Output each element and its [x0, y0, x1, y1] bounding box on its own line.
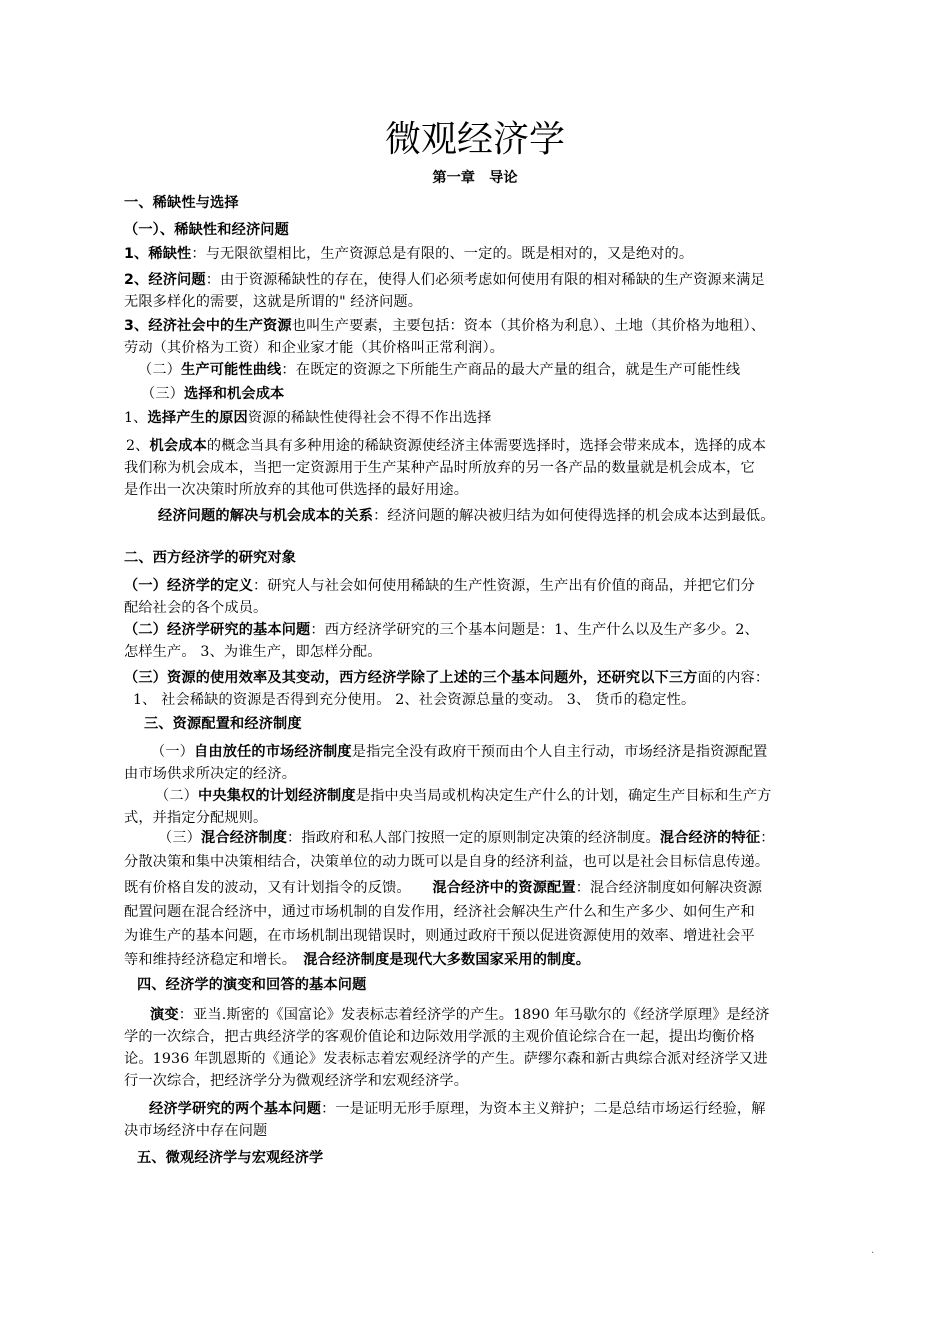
body-text: 式，并指定分配规则。: [124, 810, 268, 826]
body-text: 决市场经济中存在问题: [124, 1123, 268, 1139]
bold-text: 1、稀缺性: [124, 246, 192, 262]
text-line: [124, 1049, 768, 1069]
bold-text: 混合经济中的资源配置: [432, 880, 576, 896]
body-text: ：指政府和私人部门按照一定的原则制定决策的经济制度。: [287, 830, 660, 846]
body-text: ：在既定的资源之下所能生产商品的最大产量的组合，就是生产可能性线: [281, 362, 741, 378]
body-text: 2、: [126, 438, 150, 454]
bold-text: 五、微观经济学与宏观经济学: [137, 1150, 324, 1166]
text-line: [124, 598, 267, 618]
body-text: ：混合经济制度如何解决资源: [575, 880, 763, 896]
bold-text: 四、经济学的演变和回答的基本问题: [137, 977, 367, 993]
bold-text: 演变: [150, 1007, 179, 1023]
text-line: [137, 975, 366, 995]
text-line: [158, 828, 775, 848]
body-text: 1、: [124, 410, 148, 426]
body-text: 学的一次综合，把古典经济学的客观价值论和边际效用学派的主观价值论综合在一起，提出均衡价格: [124, 1029, 755, 1045]
text-line: [124, 620, 759, 640]
body-text: （三）: [158, 830, 202, 846]
bold-text: （三）资源的使用效率及其变动，西方经济学除了上述的三个基本问题外，还研究以下三方: [124, 670, 698, 686]
body-text: （一）: [151, 744, 195, 760]
text-line: [124, 338, 504, 358]
bold-text: 2、经济问题: [124, 272, 206, 288]
bold-text: （一）、稀缺性和经济问题: [124, 222, 289, 238]
text-line: [124, 270, 765, 290]
bold-text: 经济学研究的两个基本问题: [149, 1101, 322, 1117]
body-text: 是作出一次决策时所放弃的其他可供选择的最好用途。: [124, 482, 469, 498]
body-text: 也叫生产要素，主要包括：资本（其价格为利息）、土地（其价格为地租）、: [291, 318, 766, 334]
bold-text: 经济问题的解决与机会成本的关系: [158, 508, 374, 524]
text-line: [124, 292, 422, 312]
chapter-heading: 第一章 导论: [432, 170, 518, 186]
body-text: 配置问题在混合经济中，通过市场机制的自发作用，经济社会解决生产什么和生产多少、如何生产和: [124, 904, 755, 920]
text-line: [124, 316, 765, 336]
body-text: ：由于资源稀缺性的存在，使得人们必须考虑如何使用有限的相对稀缺的生产资源来满足: [205, 272, 765, 288]
text-line: [151, 742, 768, 762]
bold-text: 选择产生的原因: [147, 410, 248, 426]
text-line: [124, 668, 769, 688]
body-text: ：与无限欲望相比，生产资源总是有限的、一定的。既是相对的，又是绝对的。: [191, 246, 694, 262]
text-line: [144, 714, 302, 734]
text-line: [124, 1027, 755, 1047]
bold-text: 混合经济制度是现代大多数国家采用的制度。: [303, 952, 591, 968]
body-text: 是指中央当局或机构决定生产什么的计划，确定生产目标和生产方: [355, 788, 772, 804]
text-line: [124, 408, 492, 428]
bold-text: 一、稀缺性与选择: [124, 195, 239, 211]
text-line: [155, 786, 772, 806]
body-text: 无限多样化的需要，这就是所谓的" 经济问题。: [124, 294, 423, 310]
text-line: [124, 950, 590, 970]
body-text: ：: [760, 830, 775, 846]
text-line: [124, 1071, 468, 1091]
bold-text: （一）经济学的定义: [124, 578, 254, 594]
text-line: [150, 1005, 770, 1025]
body-text: 面的内容：: [697, 670, 770, 686]
body-text: ：一是证明无形手原理，为资本主义辩护；二是总结市场运行经验，解: [321, 1101, 766, 1117]
body-text: 1、 社会稀缺的资源是否得到充分使用。 2、社会资源总量的变动。 3、 货币的稳定性。: [133, 692, 696, 708]
body-text: 由市场供求所决定的经济。: [124, 766, 297, 782]
text-line: [124, 764, 296, 784]
text-line: [126, 436, 766, 456]
text-line: [149, 1099, 766, 1119]
bold-text: 生产可能性曲线: [181, 362, 282, 378]
body-text: 分散决策和集中决策相结合，决策单位的动力既可以是自身的经济利益，也可以是社会目标信息传递。: [124, 854, 770, 870]
body-text: 等和维持经济稳定和增长。: [124, 952, 304, 968]
bold-text: 机会成本: [149, 438, 207, 454]
body-text: 的概念当具有多种用途的稀缺资源使经济主体需要选择时，选择会带来成本，选择的成本: [206, 438, 767, 454]
body-text: （三）: [141, 386, 185, 402]
bold-text: 中央集权的计划经济制度: [198, 788, 356, 804]
body-text: ：研究人与社会如何使用稀缺的生产性资源，生产出有价值的商品，并把它们分: [253, 578, 755, 594]
body-text: 资源的稀缺性使得社会不得不作出选择: [247, 410, 492, 426]
body-text: 配给社会的各个成员。: [124, 600, 268, 616]
text-line: [124, 878, 762, 898]
text-line: [124, 808, 267, 828]
body-text: 论。1936 年凯恩斯的《通论》发表标志着宏观经济学的产生。萨缪尔森和新古典综合派对经济学又进: [124, 1051, 768, 1067]
body-text: ：经济问题的解决被归结为如何使得选择的机会成本达到最低。: [373, 508, 775, 524]
text-line: [124, 480, 468, 500]
text-line: [124, 1121, 267, 1141]
text-line: [137, 1148, 323, 1168]
body-text: 我们称为机会成本，当把一定资源用于生产某种产品时所放弃的另一各产品的数量就是机会成本，它: [124, 460, 755, 476]
body-text: ：亚当.斯密的《国富论》发表标志着经济学的产生。1890 年马歇尔的《经济学原理》是经济: [178, 1007, 770, 1023]
text-line: [124, 244, 693, 264]
text-line: [124, 458, 755, 478]
bold-text: 3、经济社会中的生产资源: [124, 318, 292, 334]
text-line: [124, 902, 755, 922]
text-line: [124, 926, 755, 946]
text-line: [133, 690, 695, 710]
text-line: [124, 642, 382, 662]
body-text: （二）: [138, 362, 182, 378]
body-text: ：西方经济学研究的三个基本问题是：1、生产什么以及生产多少。2、: [310, 622, 759, 638]
text-line: [124, 193, 239, 213]
text-line: [124, 220, 289, 240]
text-line: [124, 852, 769, 872]
text-line: [141, 384, 284, 404]
text-line: [124, 548, 296, 568]
body-text: （二）: [155, 788, 199, 804]
text-line: [124, 576, 755, 596]
document-title: 微观经济学: [384, 119, 565, 160]
bold-text: 三、资源配置和经济制度: [144, 716, 302, 732]
text-line: [158, 506, 775, 526]
body-text: 为谁生产的基本问题，在市场机制出现错误时，则通过政府干预以促进资源使用的效率、增进社会平: [124, 928, 755, 944]
bold-text: 混合经济的特征: [659, 830, 761, 846]
bold-text: 混合经济制度: [201, 830, 288, 846]
footer-mark: .: [871, 1245, 875, 1256]
bold-text: 自由放任的市场经济制度: [194, 744, 352, 760]
bold-text: 二、西方经济学的研究对象: [124, 550, 297, 566]
body-text: 行一次综合，把经济学分为微观经济学和宏观经济学。: [124, 1073, 469, 1089]
text-line: [138, 360, 740, 380]
bold-text: （二）经济学研究的基本问题: [124, 622, 311, 638]
body-text: 怎样生产。 3、为谁生产，即怎样分配。: [124, 644, 382, 660]
body-text: 既有价格自发的波动，又有计划指令的反馈。: [124, 880, 433, 896]
bold-text: 选择和机会成本: [184, 386, 285, 402]
body-text: 劳动（其价格为工资）和企业家才能（其价格叫正常利润）。: [124, 340, 505, 356]
body-text: 是指完全没有政府干预而由个人自主行动，市场经济是指资源配置: [351, 744, 768, 760]
